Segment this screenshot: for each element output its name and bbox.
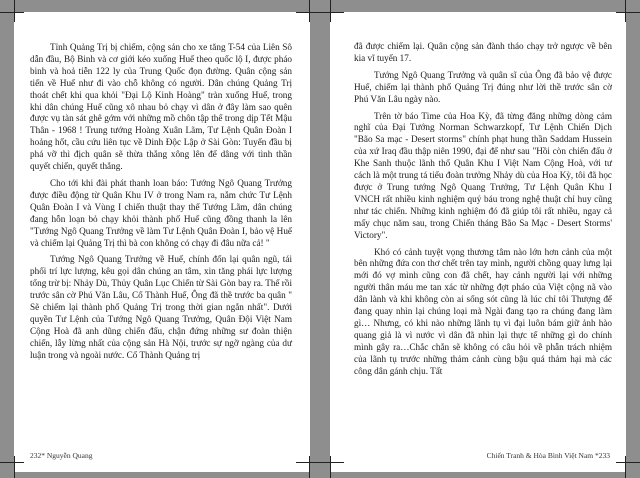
crop-mark (309, 0, 310, 22)
crop-mark (0, 12, 24, 13)
page-footer-right: Chiến Tranh & Hòa Bình Việt Nam *233 (486, 451, 610, 460)
left-page (14, 12, 310, 472)
crop-mark (330, 0, 331, 22)
left-page-body (30, 42, 292, 367)
paragraph: Trên tờ báo Time của Hoa Kỳ, đã từng đăng những dòng cảm nghĩ của Đại Tướng Norman Schwarzkopf, Tư Lệnh Chiến Dịch "Bão Sa mạc - Desert storms" chính phạt hung thần Saddam Hussein của xứ Iraq đầu thập niên 1990, đại để như sau "Hồi còn chiến đấu ở Khe Sanh thuộc lãnh thổ Quân Khu I Việt Nam Cộng Hoà, với tư cách là một trung tá tiểu đoàn trưởng Nhảy dù của Hoa Kỳ, tôi đã học được ở Trung tướng Ngô Quang Trưởng, Tư Lệnh Quân Khu I VNCH rất nhiều kinh nghiệm quý báu trong nghệ thuật chỉ huy cũng như tác chiến. Những kinh nghiệm đó đã giúp tôi rất nhiều, ngay cả mấy chục năm sau, trong Chiến tháng Bão Sa Mạc - Desert Storms' Victory". (354, 110, 612, 240)
crop-mark (309, 456, 310, 478)
crop-mark (14, 456, 15, 478)
crop-mark (625, 0, 626, 22)
crop-mark (320, 12, 344, 13)
crop-mark (296, 12, 320, 13)
paragraph: đã được chiếm lại. Quân cộng sản đành tháo chạy trở ngược về bên kia vĩ tuyến 17. (354, 41, 612, 63)
paragraph: Tướng Ngô Quang Trưởng và quân sĩ của Ông đã bảo vệ được Huế, chiếm lại thành phố Quảng Trị đúng như lời thề trước sân cờ Phú Văn Lâu ngày nào. (354, 69, 612, 104)
paragraph: Cho tới khi đài phát thanh loan báo: Tướng Ngô Quang Trưởng được điều động từ Quân Khu IV ở trong Nam ra, nắm chức Tư Lệnh Quân Đoàn I và Vùng I chiến thuật thay thế Tướng Lãm, dân chúng đang hỗn loạn bỏ chạy khỏi thành phố Huế cũng đồng thanh la lên "Tướng Ngô Quang Trưởng về làm Tư Lệnh Quân Đoàn I, bảo vệ Huế và chiếm lại Quảng Trị thì bà con không có chạy đi đâu nữa cả! " (30, 177, 292, 248)
crop-mark (330, 456, 331, 478)
paragraph: Tướng Ngô Quang Trưởng về Huế, chính đốn lại quân ngũ, tái phối trí lực lượng, kêu gọi dân chúng an tâm, xin tăng phái lực lượng tổng trừ bị: Nhảy Dù, Thủy Quân Lục Chiến từ Sài Gòn bay ra. Thế rồi trước sân cờ Phú Văn Lâu, Cố Thành Huế, Ông đã thề trước ba quân " Sẽ chiếm lại thành phố Quảng Trị trong thời gian ngắn nhất". Dưới quyền Tư Lệnh của Tướng Ngô Quang Trưởng, Quân Đội Việt Nam Cộng Hoà đã anh dũng chiến đấu, chận đứng những sư đoàn thiện chiến, lẫy lừng nhất của cộng sản Hà Nội, trước sự ngỡ ngàng của dư luận trong và ngoài nước. Cổ Thành Quảng trị (30, 254, 292, 360)
crop-mark (0, 462, 24, 463)
crop-mark (616, 462, 640, 463)
paragraph: Tỉnh Quảng Trị bị chiếm, cộng sản cho xe tăng T-54 của Liên Sô dẫn đầu, Bộ Binh và cơ giới kéo xuống Huế theo quốc lộ I, được pháo binh và hoả tiễn 122 ly của Trung Quốc đọn đường. Quân cộng sản tiến về Huế như đi vào chỗ không có người. Dân chúng Quảng Trị thoát chết khi qua khỏi "Đại Lộ Kinh Hoàng" tràn xuống Huế, trong khi dân chúng Huế cũng xô nhau bỏ chạy vì dân ở đây làm sao quên được vụ tàn sát ghê gớm với những mồ chôn tập thể trong dịp Tết Mậu Thân - 1968 ! Trung tướng Hoàng Xuân Lãm, Tư Lệnh Quân Đoàn I hoảng hốt, cầu cứu liên tục về Dinh Độc Lập ở Sài Gòn: Tuyến đầu bị phá vỡ thì địch quân sẽ thừa thắng xông lên để dâng với tình thần quyết chiến, quyết thắng. (30, 42, 292, 172)
crop-mark (14, 0, 15, 22)
paragraph: Khó có cảnh tuyệt vọng thương tâm nào lớn hơn cảnh của một bên những đứa con thơ chết trên tay mình, người chồng quay lưng lại mới đó vợ mình cũng con đã chết, hay cảnh người lại với những người thân máu me tan xác từ những đợt pháo của Việt cộng nã vào dân lành và khi không còn ai sống sót cũng là lúc chỉ tôi Thượng đế đang quay nhìn lại chúng loại mà Ngài đang tạo ra chúng đang làm gì… Nhưng, có khi nào những lãnh tụ vì đại luôn bám giữ ảnh hào quang giả là vì nước vì dân đã nhìn lại thực tế những gì do chính mình gây ra…Chắc chắn sẽ không có câu hỏi về phẫn trách nhiệm của lãnh tụ trước những thảm cảnh cùng bậu quá thảm hại mà các công dân gánh chịu. Tất (354, 246, 612, 376)
right-page (330, 12, 626, 472)
page-footer-left: 232* Nguyễn Quang (30, 451, 93, 460)
right-page-body (354, 41, 612, 382)
crop-mark (625, 456, 626, 478)
crop-mark (296, 462, 320, 463)
crop-mark (320, 462, 344, 463)
crop-mark (616, 12, 640, 13)
